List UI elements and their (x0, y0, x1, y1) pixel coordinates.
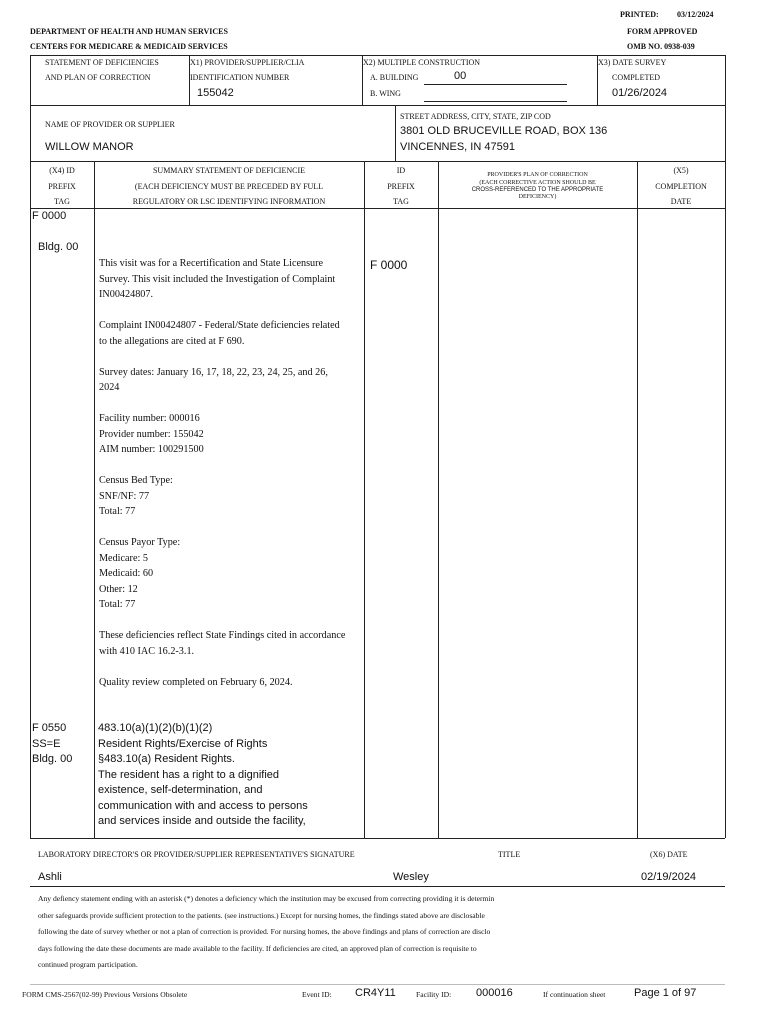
printed-date: 03/12/2024 (677, 10, 714, 19)
complaint-description: Complaint IN00424807 - Federal/State deficiencies related to the allegations are cited at F 690. (99, 320, 340, 347)
survey-date: 01/26/2024 (612, 87, 668, 99)
building-label: A. BUILDING (370, 73, 419, 82)
x4-header-2: PREFIX (48, 182, 76, 191)
medicare-count: Medicare: 5 (99, 552, 148, 564)
address-label: STREET ADDRESS, CITY, STATE, ZIP COD (400, 112, 551, 121)
medicaid-count: Medicaid: 60 (99, 568, 154, 579)
x3-label-2: COMPLETED (612, 73, 660, 82)
id-header-3: TAG (393, 197, 409, 206)
summary-header-3: REGULATORY OR LSC IDENTIFYING INFORMATION (132, 197, 326, 206)
statement-label-2: AND PLAN OF CORRECTION (45, 73, 151, 82)
census-payor-label: Census Payor Type: (99, 537, 181, 548)
summary-statement (99, 256, 349, 706)
summary-header-2: (EACH DEFICIENCY MUST BE PRECEDED BY FULL (134, 182, 324, 191)
x5-header-1: (X5) (673, 166, 689, 175)
printed-label: PRINTED: (620, 10, 659, 19)
id-header-1: ID (396, 166, 406, 175)
f0550-section: §483.10(a) Resident Rights. (98, 753, 235, 765)
signature-date: 02/19/2024 (641, 871, 697, 883)
centers-title: CENTERS FOR MEDICARE & MEDICAID SERVICES (30, 42, 228, 51)
department-title: DEPARTMENT OF HEALTH AND HUMAN SERVICES (30, 27, 228, 36)
address-line-1: 3801 OLD BRUCEVILLE ROAD, BOX 136 (400, 125, 608, 137)
plan-prefix-tag: F 0000 (370, 258, 408, 272)
x4-header-1: (X4) ID (49, 166, 75, 175)
aim-number: AIM number: 100291500 (99, 444, 204, 455)
footnote-line-4: days following the date these documents are made available to the facility. If deficiencies are cited, an approved plan of correction is requisite to (38, 943, 477, 953)
visit-description: This visit was for a Recertification and State Licensure Survey. This visit included the Investigation of Complaint IN00424807. (99, 258, 336, 300)
title-label: TITLE (498, 850, 521, 859)
disclaimer-footnote (38, 891, 728, 974)
title-value: Wesley (393, 871, 429, 883)
building-tag-2: Bldg. 00 (32, 753, 73, 765)
facility-number: Facility number: 000016 (99, 413, 200, 424)
x1-label-1: X1) PROVIDER/SUPPLIER/CLIA (190, 58, 305, 67)
signature-value: Ashli (38, 871, 62, 883)
other-count: Other: 12 (99, 583, 138, 595)
prefix-tag-f0000: F 0000 (32, 210, 67, 222)
f0550-text-2: existence, self-determination, and (98, 784, 263, 796)
prefix-tag-f0550: F 0550 (32, 722, 67, 734)
f0550-text-1: The resident has a right to a dignified (98, 768, 280, 781)
x6-date-label: (X6) DATE (650, 850, 688, 859)
facility-id-value: 000016 (476, 987, 513, 999)
event-id-label: Event ID: (302, 990, 332, 999)
payor-total: Total: 77 (99, 599, 136, 610)
survey-dates: Survey dates: January 16, 17, 18, 22, 23, 24, 25, and 26, 2024 (99, 366, 328, 393)
provider-number: Provider number: 155042 (99, 428, 204, 440)
bed-total: Total: 77 (99, 506, 136, 517)
x3-label-1: X3) DATE SURVEY (598, 58, 667, 67)
event-id-value: CR4Y11 (355, 987, 396, 999)
plan-header-2: (EACH CORRECTIVE ACTION SHOULD BE (479, 180, 596, 186)
x4-header-3: TAG (54, 197, 70, 206)
facility-info (99, 411, 349, 458)
plan-header-1: PROVIDER'S PLAN OF CORRECTION (487, 172, 588, 178)
x1-label-2: IDENTIFICATION NUMBER (190, 73, 290, 82)
provider-id-number: 155042 (197, 87, 234, 99)
f0550-title: Resident Rights/Exercise of Rights (98, 737, 268, 750)
x5-header-3: DATE (670, 197, 692, 206)
scope-severity: SS=E (32, 738, 61, 750)
address-line-2: VINCENNES, IN 47591 (400, 141, 515, 153)
census-bed-label: Census Bed Type: (99, 475, 173, 486)
page-number: Page 1 of 97 (634, 987, 697, 999)
form-number: FORM CMS-2567(02-99) Previous Versions Obsolete (22, 990, 188, 999)
quality-review: Quality review completed on February 6, 2024. (99, 676, 293, 688)
id-header-2: PREFIX (387, 182, 415, 191)
f0550-regulation: 483.10(a)(1)(2)(b)(1)(2) (98, 722, 213, 734)
wing-label: B. WING (370, 89, 401, 98)
footnote-line-3: following the date of survey whether or not a plan of correction is provided. For nursing homes, the above findings and plans of correction are disclo (38, 927, 491, 936)
census-bed-type (99, 473, 349, 520)
provider-name: WILLOW MANOR (45, 141, 134, 153)
census-payor-type (99, 535, 349, 613)
state-findings: These deficiencies reflect State Findings cited in accordance with 410 IAC 16.2-3.1. (99, 630, 346, 657)
signature-label: LABORATORY DIRECTOR'S OR PROVIDER/SUPPLIER REPRESENTATIVE'S SIGNATURE (38, 850, 355, 859)
building-value: 00 (454, 70, 467, 82)
f0550-statement (98, 721, 360, 830)
summary-header-1: SUMMARY STATEMENT OF DEFICIENCIE (152, 166, 306, 175)
snf-nf-count: SNF/NF: 77 (99, 490, 150, 502)
building-tag-1: Bldg. 00 (38, 241, 79, 253)
f0550-text-4: and services inside and outside the facility, (98, 815, 306, 827)
x2-label: X2) MULTIPLE CONSTRUCTION (363, 58, 481, 67)
continuation-label: If continuation sheet (543, 990, 606, 999)
footnote-line-1: Any defiency statement ending with an asterisk (*) denotes a deficiency which the institution may be excused from correcting providing it is determin (38, 894, 495, 903)
provider-name-label: NAME OF PROVIDER OR SUPPLIER (45, 120, 175, 129)
facility-id-label: Facility ID: (416, 990, 452, 999)
footnote-line-2: other safeguards provide sufficient protection to the patients. (see instructions.) Except for nursing homes, the findings stated above are disclosable (38, 910, 485, 920)
plan-header-3: CROSS-REFERENCED TO THE APPROPRIATE (471, 187, 604, 193)
form-approved: FORM APPROVED (627, 27, 698, 36)
footnote-line-5: continued program participation. (38, 960, 138, 969)
plan-header-4: DEFICIENCY) (518, 194, 557, 200)
omb-number: OMB NO. 0938-039 (627, 42, 695, 51)
f0550-text-3: communication with and access to persons (98, 799, 308, 812)
statement-label-1: STATEMENT OF DEFICIENCIES (45, 58, 159, 67)
x5-header-2: COMPLETION (655, 182, 707, 191)
